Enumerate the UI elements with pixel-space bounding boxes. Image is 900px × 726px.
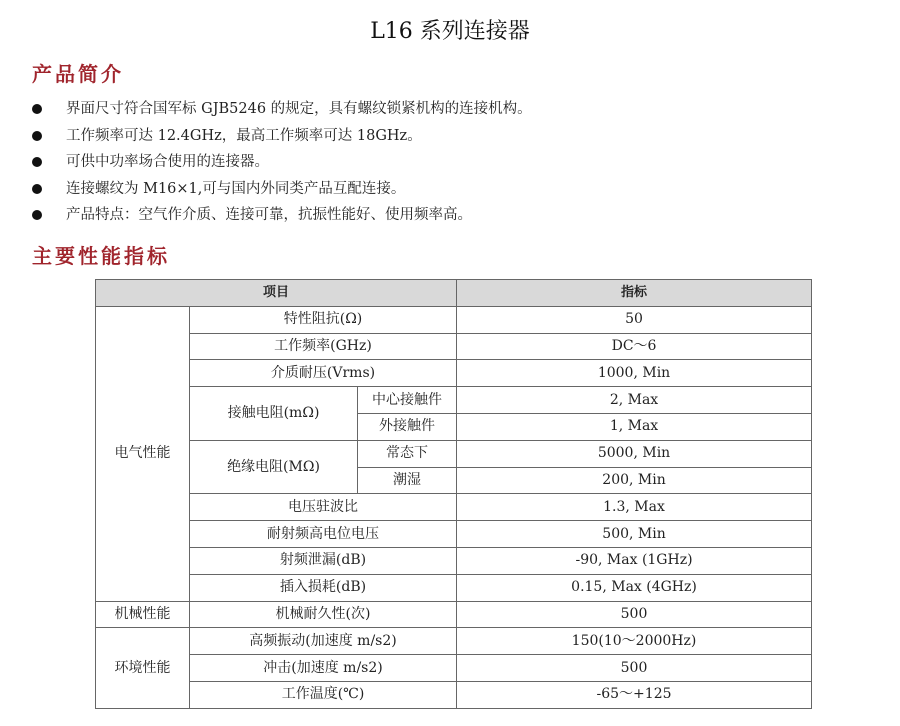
feature-text: 产品特点：空气作介质、连接可靠，抗振性能好、使用频率高。 [66, 207, 472, 223]
list-item [30, 149, 532, 176]
row-label: 高频振动(加速度 m/s2) [190, 628, 457, 655]
group-electrical: 电气性能 [96, 306, 190, 601]
row-value: 1, Max [457, 413, 812, 440]
table-row [96, 306, 812, 333]
table-row [96, 601, 812, 628]
row-value: 0.15, Max (4GHz) [457, 574, 812, 601]
group-environmental: 环境性能 [96, 628, 190, 708]
row-label: 冲击(加速度 m/s2) [190, 655, 457, 682]
header-item: 项目 [96, 280, 457, 307]
row-value: DC～6 [457, 333, 812, 360]
row-label: 射频泄漏(dB) [190, 547, 457, 574]
row-label: 工作频率(GHz) [190, 333, 457, 360]
table-row [96, 547, 812, 574]
bullet-icon [32, 210, 42, 220]
row-label: 工作温度(℃) [190, 681, 457, 708]
table-row [96, 333, 812, 360]
header-spec: 指标 [457, 280, 812, 307]
page-title: L16 系列连接器 [370, 19, 530, 44]
spec-table [95, 279, 812, 709]
row-label: 潮湿 [358, 467, 457, 494]
table-row [96, 440, 812, 467]
row-label: 特性阻抗(Ω) [190, 306, 457, 333]
bullet-icon [32, 157, 42, 167]
row-label: 耐射频高电位电压 [190, 521, 457, 548]
feature-text: 连接螺纹为 M16×1,可与国内外同类产品互配连接。 [66, 180, 406, 197]
bullet-icon [32, 131, 42, 141]
row-label: 电压驻波比 [190, 494, 457, 521]
bullet-icon [32, 184, 42, 194]
table-row [96, 628, 812, 655]
group-insulation-resistance: 绝缘电阻(MΩ) [190, 440, 358, 494]
table-row [96, 574, 812, 601]
feature-list [30, 96, 532, 229]
row-label: 机械耐久性(次) [190, 601, 457, 628]
table-row [96, 681, 812, 708]
list-item [30, 96, 532, 123]
feature-text: 界面尺寸符合国军标 GJB5246 的规定，具有螺纹锁紧机构的连接机构。 [66, 101, 532, 117]
row-value: 150(10～2000Hz) [457, 628, 812, 655]
feature-text: 可供中功率场合使用的连接器。 [66, 154, 269, 170]
row-label: 常态下 [358, 440, 457, 467]
bullet-icon [32, 104, 42, 114]
list-item [30, 176, 532, 203]
intro-heading: 产品简介 [32, 62, 124, 86]
row-value: 5000, Min [457, 440, 812, 467]
group-contact-resistance: 接触电阻(mΩ) [190, 387, 358, 441]
list-item [30, 123, 532, 150]
table-header-row [96, 280, 812, 307]
spec-heading: 主要性能指标 [32, 244, 170, 268]
table-row [96, 655, 812, 682]
list-item [30, 202, 532, 229]
table-row [96, 494, 812, 521]
row-value: 500 [457, 655, 812, 682]
table-row [96, 387, 812, 414]
row-label: 插入损耗(dB) [190, 574, 457, 601]
table-row [96, 360, 812, 387]
row-value: 1.3, Max [457, 494, 812, 521]
feature-text: 工作频率可达 12.4GHz，最高工作频率可达 18GHz。 [66, 127, 422, 144]
row-label: 外接触件 [358, 413, 457, 440]
row-value: -90, Max (1GHz) [457, 547, 812, 574]
row-label: 介质耐压(Vrms) [190, 360, 457, 387]
row-value: 500 [457, 601, 812, 628]
row-value: 1000, Min [457, 360, 812, 387]
row-value: 50 [457, 306, 812, 333]
row-value: 200, Min [457, 467, 812, 494]
table-row [96, 521, 812, 548]
group-mechanical: 机械性能 [96, 601, 190, 628]
row-value: 500, Min [457, 521, 812, 548]
row-label: 中心接触件 [358, 387, 457, 414]
row-value: 2, Max [457, 387, 812, 414]
row-value: -65～+125 [457, 681, 812, 708]
